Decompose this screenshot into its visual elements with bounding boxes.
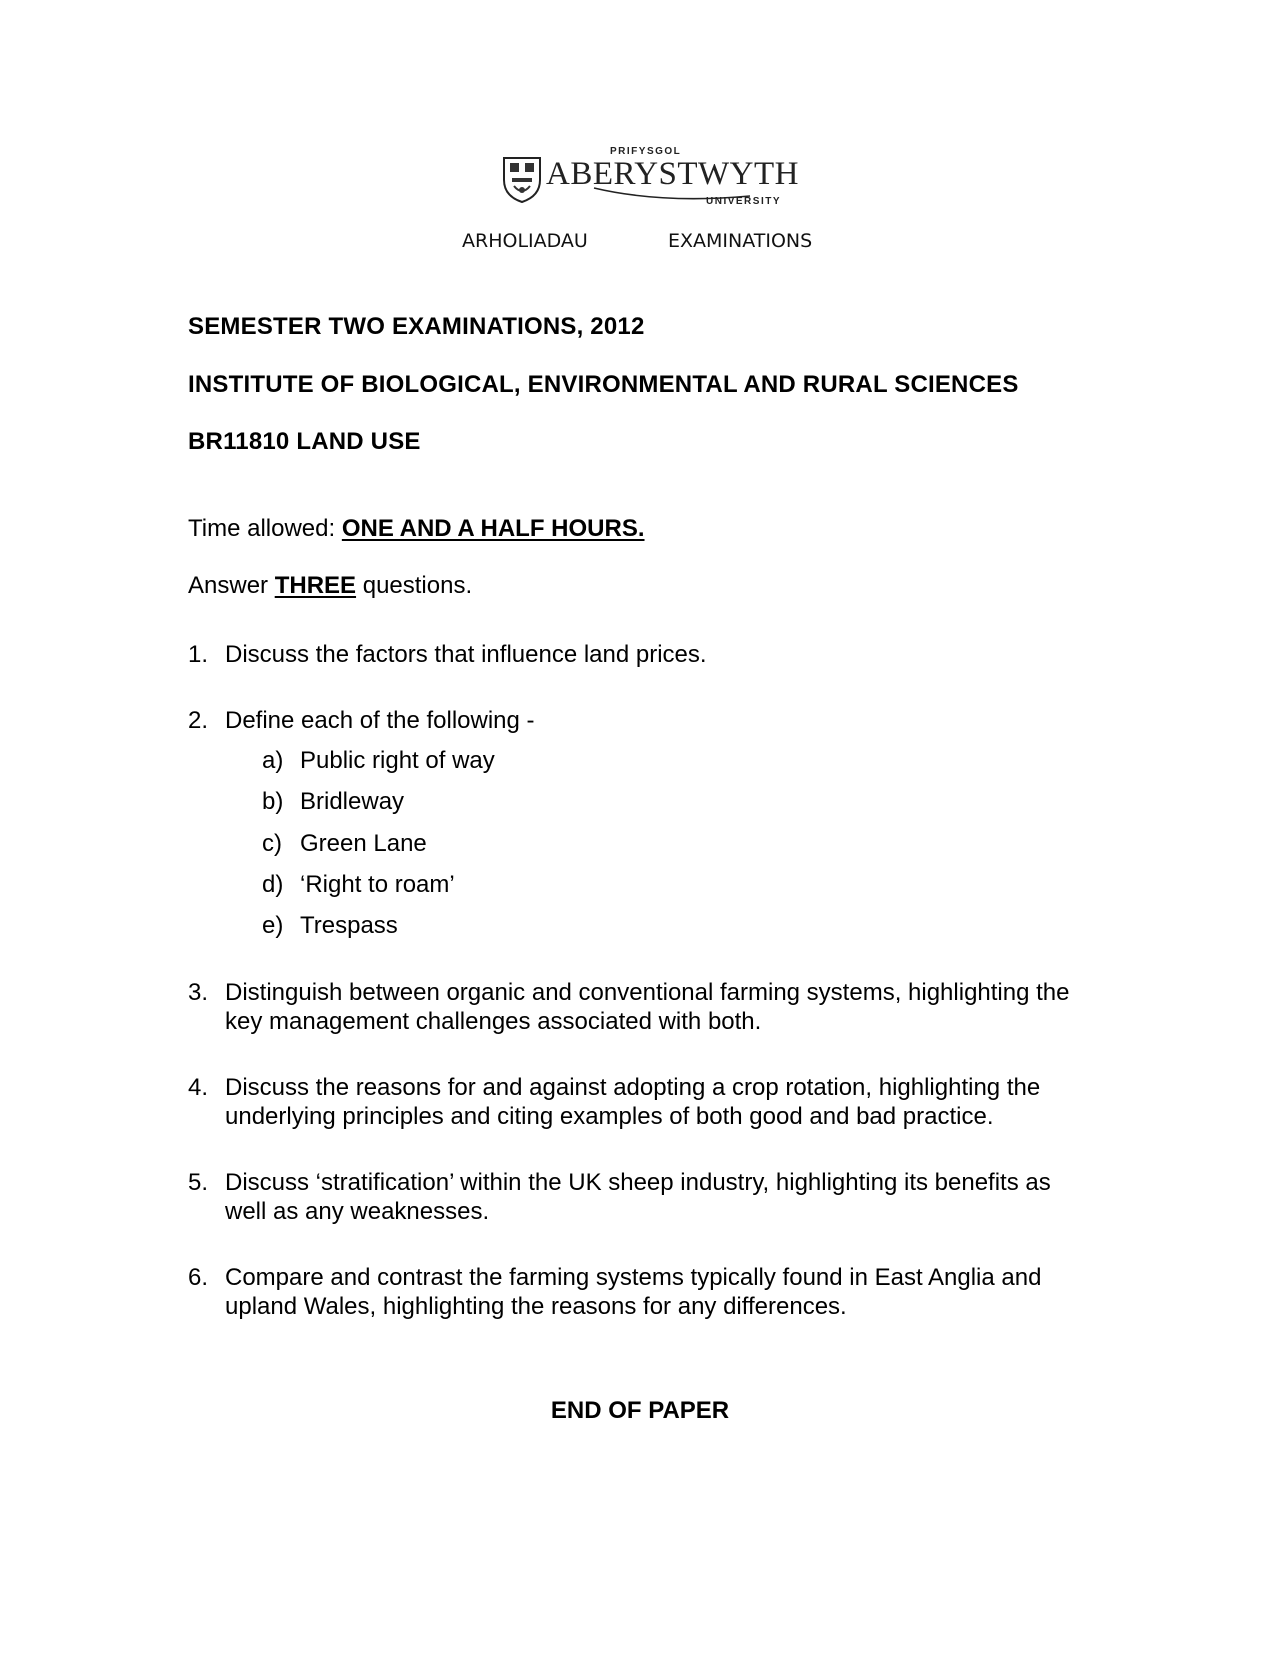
- item-text: Public right of way: [300, 747, 495, 774]
- logo-main-text: ABERYSTWYTH: [546, 156, 799, 192]
- institute-title: INSTITUTE OF BIOLOGICAL, ENVIRONMENTAL AND RURAL SCIENCES: [188, 371, 1019, 398]
- answer-count: THREE: [274, 572, 357, 599]
- subheading-english: EXAMINATIONS: [668, 230, 813, 252]
- logo-bottom-text: UNIVERSITY: [706, 196, 782, 207]
- question-5: [188, 1168, 1088, 1226]
- item-letter: c): [262, 830, 282, 857]
- item-text: ‘Right to roam’: [300, 871, 455, 898]
- item-letter: a): [262, 747, 284, 774]
- item-letter: b): [262, 788, 284, 815]
- course-title: BR11810 LAND USE: [188, 428, 421, 455]
- question-4: [188, 1073, 1088, 1131]
- question-number: 2.: [188, 707, 209, 734]
- end-of-paper: END OF PAPER: [550, 1397, 730, 1424]
- question-number: 6.: [188, 1264, 209, 1291]
- question-number: 5.: [188, 1169, 209, 1196]
- item-text: Green Lane: [300, 830, 427, 857]
- item-letter: d): [262, 871, 284, 898]
- item-text: Bridleway: [300, 788, 405, 815]
- question-text: Discuss the factors that influence land prices.: [225, 641, 707, 668]
- university-logo: [500, 146, 799, 212]
- crest-icon: [500, 154, 544, 204]
- question-6: [188, 1263, 1088, 1321]
- question-text: Discuss the reasons for and against adopting a crop rotation, highlighting the underlying principles and citing examples of both good and bad practice.: [225, 1074, 1041, 1130]
- question-number: 3.: [188, 979, 209, 1006]
- question-2: [188, 706, 1088, 735]
- question-text: Discuss ‘stratification’ within the UK sheep industry, highlighting its benefits as well as any weaknesses.: [225, 1169, 1051, 1225]
- question-text: Distinguish between organic and conventional farming systems, highlighting the key management challenges associated with both.: [225, 979, 1070, 1035]
- answer-suffix: questions.: [356, 572, 473, 599]
- time-allowed: [188, 515, 645, 543]
- item-text: Trespass: [300, 912, 398, 939]
- answer-instruction: [188, 572, 472, 600]
- question-text: Define each of the following -: [225, 707, 535, 734]
- item-letter: e): [262, 912, 284, 939]
- subheading-welsh: ARHOLIADAU: [462, 230, 588, 252]
- question-1: [188, 640, 1088, 669]
- question-number: 4.: [188, 1074, 209, 1101]
- semester-title: SEMESTER TWO EXAMINATIONS, 2012: [188, 313, 645, 340]
- answer-label: Answer: [188, 572, 275, 599]
- question-text: Compare and contrast the farming systems typically found in East Anglia and upland Wales, highlighting the reasons for any differences.: [225, 1264, 1042, 1320]
- logo-top-text: PRIFYSGOL: [610, 146, 682, 157]
- time-allowed-label: Time allowed:: [188, 515, 342, 542]
- time-allowed-value: ONE AND A HALF HOURS.: [341, 515, 645, 542]
- question-3: [188, 978, 1088, 1036]
- question-number: 1.: [188, 641, 209, 668]
